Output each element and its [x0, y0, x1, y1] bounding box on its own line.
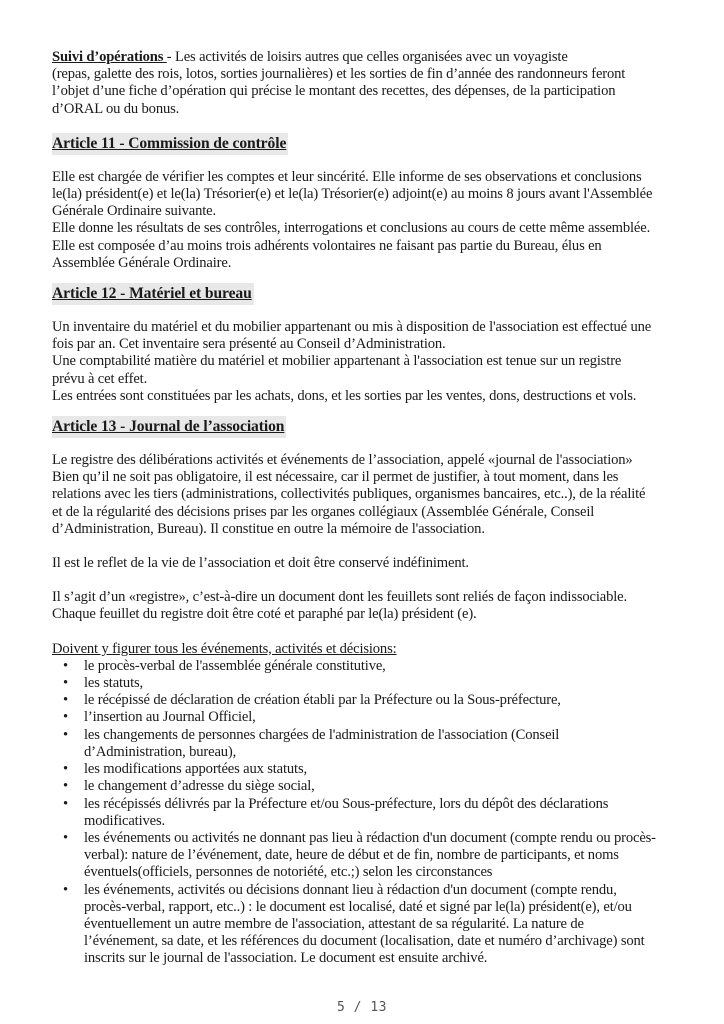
article-11-line-5: Elle est composée d’au moins trois adhérents volontaires ne faisant pas partie du Bureau, élus en	[52, 237, 602, 254]
article-13-para1-line-4: et de la régularité des décisions prises par les organes collégiaux (Assemblée Générale, Conseil	[52, 503, 595, 520]
list-item: • l’insertion au Journal Officiel,	[63, 709, 256, 726]
list-item: • les récépissés délivrés par la Préfecture et/ou Sous-préfecture, lors du dépôt des déclarations modificatives.	[63, 795, 609, 829]
bullet-icon: •	[63, 675, 68, 692]
list-item: • le récépissé de déclaration de création établi par la Préfecture ou la Sous-préfecture,	[63, 692, 561, 709]
article-13-para1-line-3: relations avec les tiers (administrations, collectivités publiques, organismes bancaires, etc..), de la réalité	[52, 486, 646, 503]
article-12-line-4: prévu à cet effet.	[52, 370, 148, 387]
bullet-icon: •	[63, 709, 68, 726]
list-item: • les événements, activités ou décisions donnant lieu à rédaction d'un document (compte rendu, procès-verbal, rapport, etc..) : le document est localisé, daté et signé par le(la) président(e), et/ou éventuellement un autre membre de l'association, attestant de sa régularité. La nature de l’événement, sa date, et les références du document (localisation, date et numéro d’archivage) sont inscrits sur le journal de l'association. Le document est ensuite archivé.	[63, 881, 645, 967]
bullet-icon: •	[63, 795, 68, 812]
article-11-section	[52, 133, 692, 272]
article-13-para1-line-1: Le registre des délibérations activités et événements de l’association, appelé «journal de l'association»	[52, 452, 633, 469]
bullet-icon: •	[63, 778, 68, 795]
article-13-para1-line-2: Bien qu’il ne soit pas obligatoire, il est nécessaire, car il permet de justifier, à tout moment, dans les	[52, 469, 619, 486]
list-item: • les modifications apportées aux statuts,	[63, 761, 307, 778]
article-11-line-1: Elle est chargée de vérifier les comptes et leur sincérité. Elle informe de ses observations et conclusions	[52, 168, 642, 185]
article-12-line-1: Un inventaire du matériel et du mobilier appartenant ou mis à disposition de l'association est effectué une	[52, 319, 652, 336]
list-item: • les changements de personnes chargées de l'administration de l'association (Conseil d’Administration, bureau),	[63, 726, 560, 760]
bullet-icon: •	[63, 829, 68, 846]
suivi-operations-line-4: d’ORAL ou du bonus.	[52, 100, 180, 117]
suivi-operations-line-1: Suivi d’opérations - Les activités de loisirs autres que celles organisées avec un voyagiste	[52, 49, 568, 65]
list-item: • les événements ou activités ne donnant pas lieu à rédaction d'un document (compte rendu ou procès- verbal): nature de l’événement, date, heure de début et de fin, nombre de participants, et noms éventuels(officiels, personnes de notoriété, etc.;) selon les circonstances	[63, 829, 656, 881]
article-11-line-6: Assemblée Générale Ordinaire.	[52, 254, 232, 271]
article-13-section	[52, 416, 692, 967]
article-12-section	[52, 283, 692, 405]
article-11-heading: Article 11 - Commission de contrôle	[52, 133, 288, 155]
article-13-para3-line-2: Chaque feuillet du registre doit être coté et paraphé par le(la) président (e).	[52, 606, 477, 623]
journal-items-list	[52, 658, 692, 968]
article-11-line-2: le(la) président(e) et le(la) Trésorier(e) et le(la) Trésorier(e) adjoint(e) au moins 8 jours avant l'Assemblée	[52, 186, 653, 203]
article-13-list-title: Doivent y figurer tous les événements, activités et décisions:	[52, 640, 397, 657]
article-13-para2: Il est le reflet de la vie de l’association et doit être conservé indéfiniment.	[52, 555, 469, 572]
list-item: • les statuts,	[63, 675, 144, 692]
list-item: • le changement d’adresse du siège social,	[63, 778, 315, 795]
article-11-line-3: Générale Ordinaire suivante.	[52, 203, 216, 220]
page-indicator: 5 / 13	[337, 1000, 387, 1015]
article-12-line-2: fois par an. Cet inventaire sera présenté au Conseil d’Administration.	[52, 336, 446, 353]
article-13-para3-line-1: Il s’agit d’un «registre», c’est-à-dire un document dont les feuillets sont reliés de façon indissociable.	[52, 589, 627, 606]
suivi-operations-section	[52, 49, 692, 118]
list-item: • le procès-verbal de l'assemblée générale constitutive,	[63, 657, 386, 674]
bullet-icon: •	[63, 761, 68, 778]
bullet-icon: •	[63, 692, 68, 709]
article-12-heading: Article 12 - Matériel et bureau	[52, 283, 254, 305]
bullet-icon: •	[63, 726, 68, 743]
suivi-operations-title: Suivi d’opérations	[52, 49, 167, 65]
article-11-line-4: Elle donne les résultats de ses contrôles, interrogations et conclusions au cours de cette même assemblée.	[52, 220, 651, 237]
document-page	[52, 49, 692, 968]
article-13-heading: Article 13 - Journal de l’association	[52, 416, 286, 438]
suivi-operations-line-3: l’objet d’une fiche d’opération qui précise le montant des recettes, des dépenses, de la participation	[52, 83, 616, 100]
bullet-icon: •	[63, 881, 68, 898]
article-12-line-5: Les entrées sont constituées par les achats, dons, et les sorties par les ventes, dons, destructions et vols.	[52, 387, 637, 404]
article-12-line-3: Une comptabilité matière du matériel et mobilier appartenant à l'association est tenue sur un registre	[52, 353, 622, 370]
article-13-para1-line-5: d’Administration, Bureau). Il constitue en outre la mémoire de l'association.	[52, 520, 485, 537]
suivi-operations-line-2: (repas, galette des rois, lotos, sorties journalières) et les sorties de fin d’année des randonneurs feront	[52, 66, 626, 83]
suivi-operations-separator: -	[166, 49, 175, 65]
bullet-icon: •	[63, 657, 68, 674]
